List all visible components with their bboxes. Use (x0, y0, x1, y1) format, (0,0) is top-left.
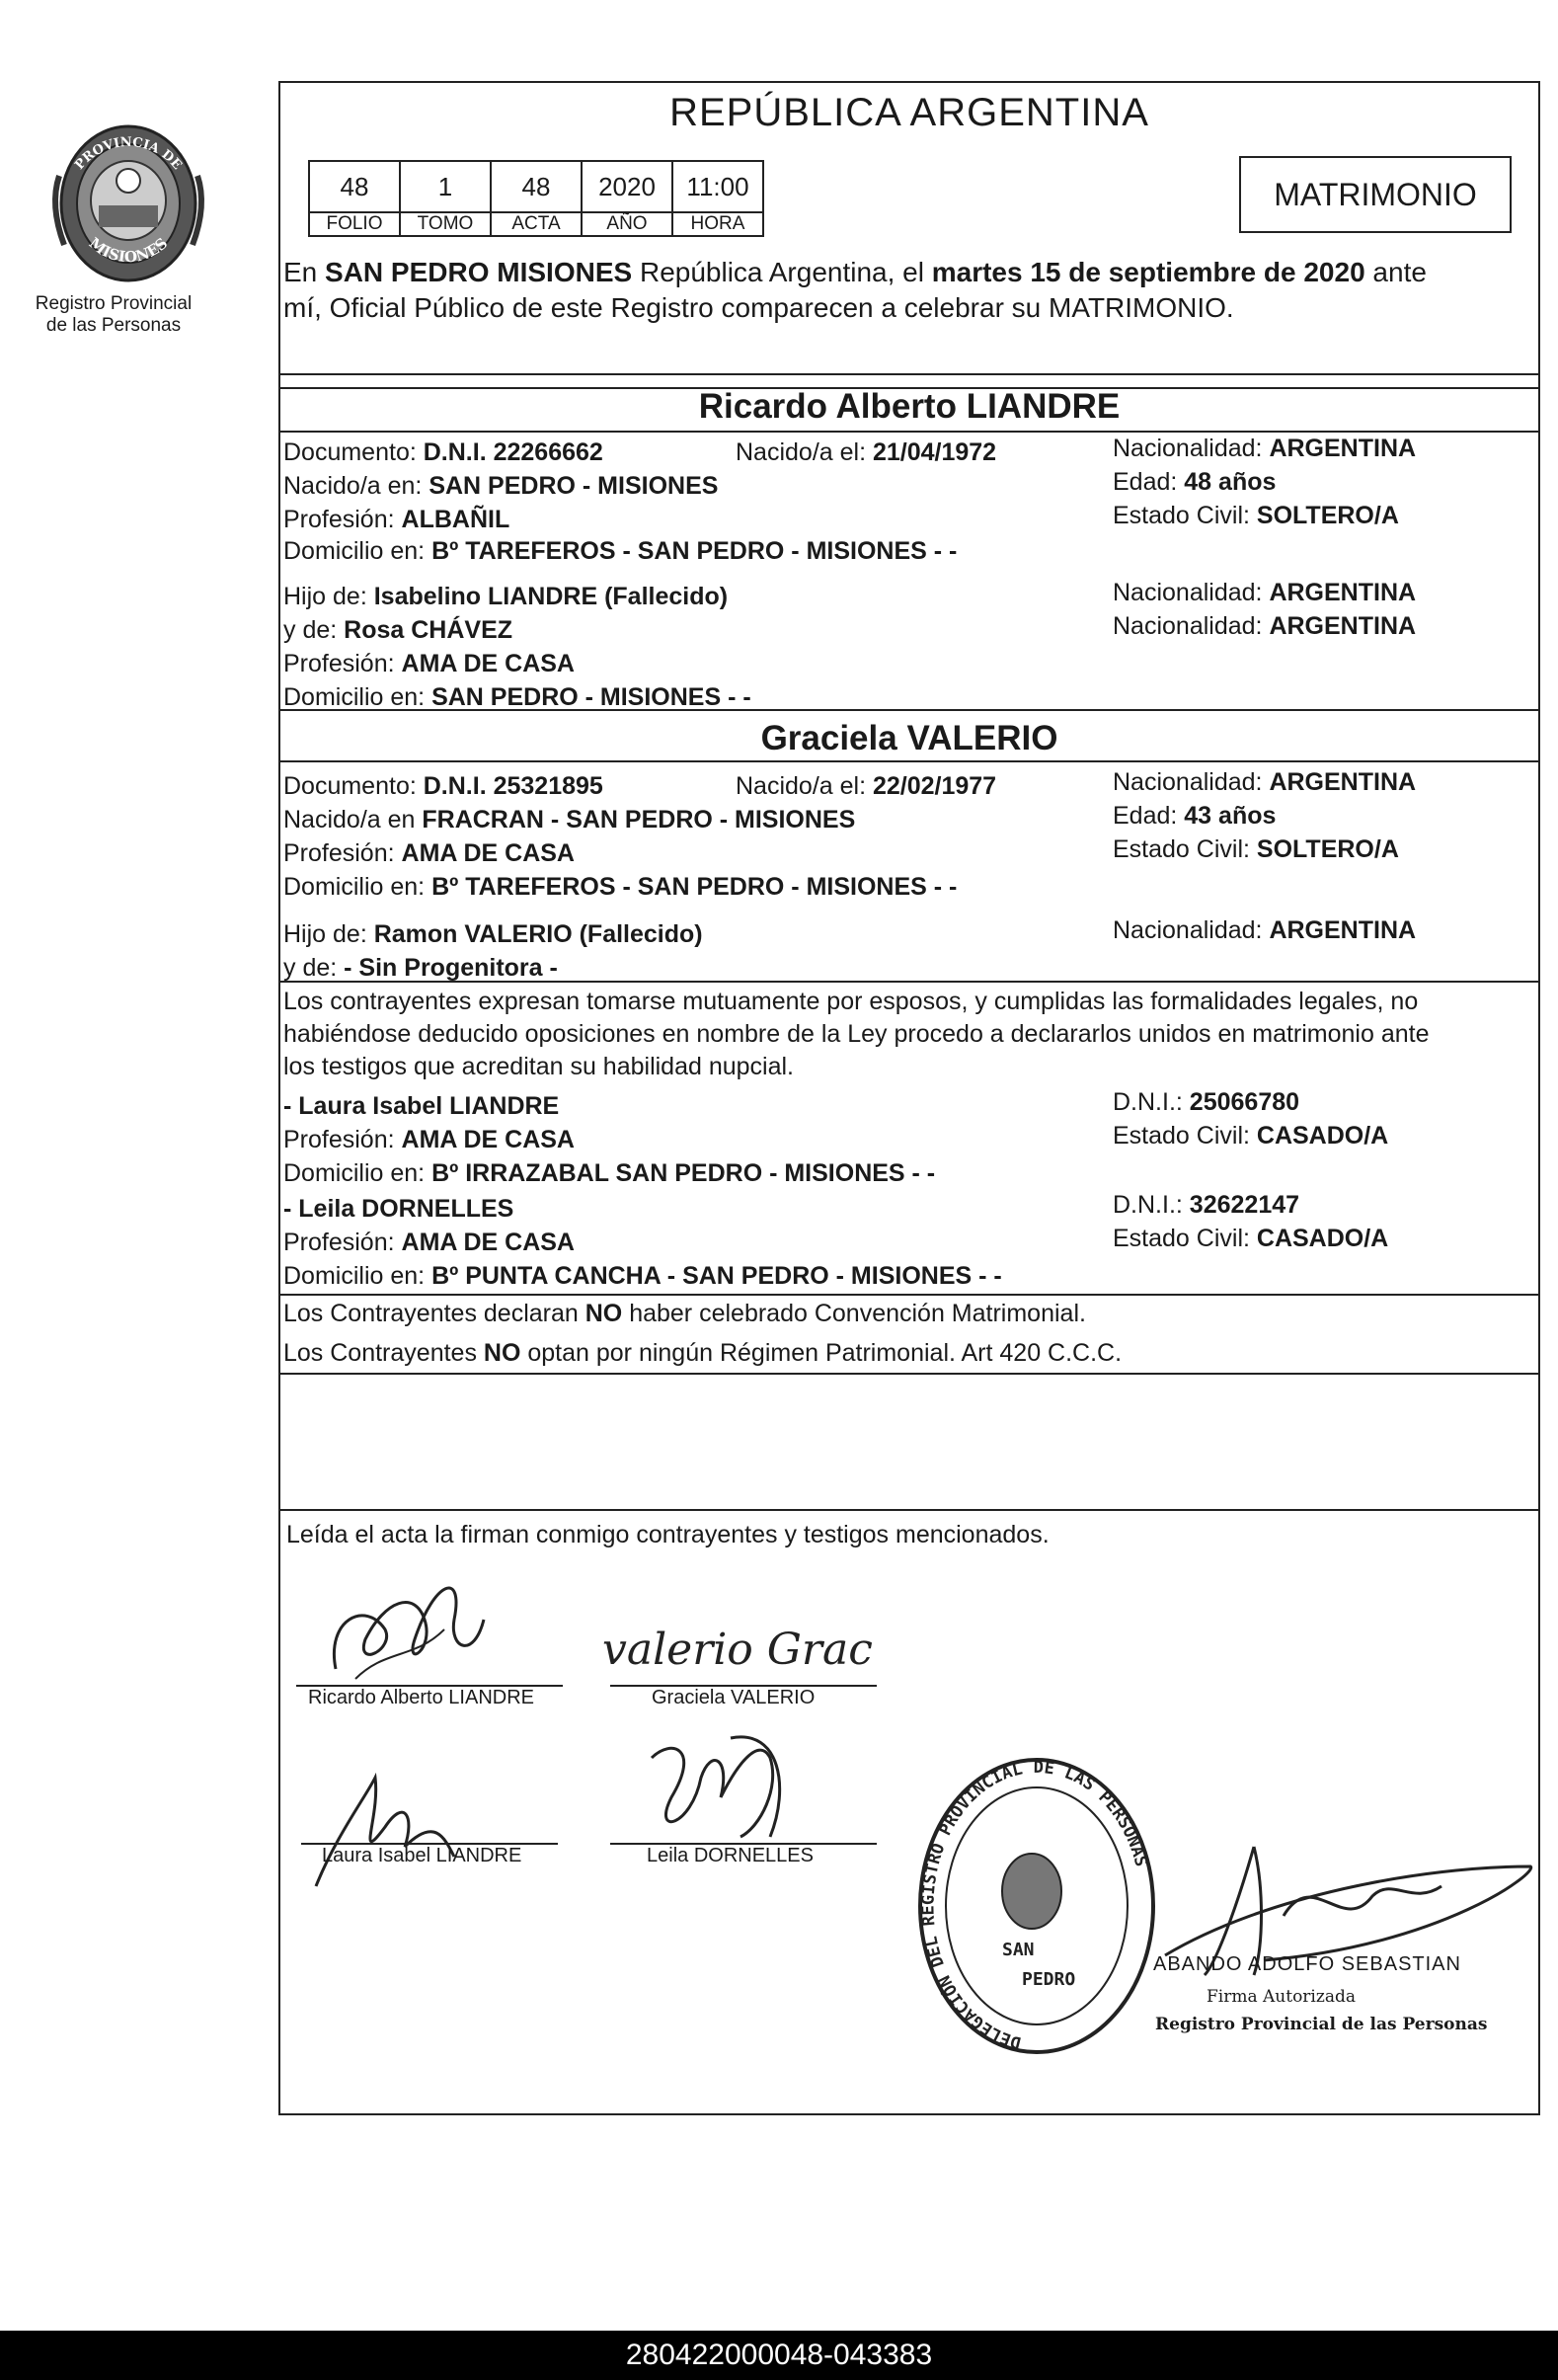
record-type: MATRIMONIO (1274, 176, 1477, 212)
witness-2-dni: D.N.I.: 32622147 (1113, 1191, 1300, 1219)
bride-nationality: Nacionalidad: ARGENTINA (1113, 768, 1417, 796)
groom-name: Ricardo Alberto LIANDRE (698, 387, 1121, 426)
intro-line-2: mí, Oficial Público de este Registro comparecen a celebrar su MATRIMONIO. (283, 292, 1234, 323)
groom-father: Hijo de: Isabelino LIANDRE (Fallecido) (283, 583, 729, 610)
witness-1-address: Domicilio en: Bº IRRAZABAL SAN PEDRO - MISIONES - - (283, 1159, 936, 1187)
tomo-label: TOMO (400, 212, 491, 236)
bride-signature: valerio Grac (602, 1625, 873, 1675)
intro-text: ante (1364, 257, 1427, 287)
tomo-value: 1 (400, 161, 491, 212)
declaration-paragraph (283, 986, 1535, 1083)
bride-address: Domicilio en: Bº TAREFEROS - SAN PEDRO - MISIONES - - (283, 873, 958, 901)
closing-text: Leída el acta la firman conmigo contrayentes y testigos mencionados. (286, 1521, 1050, 1548)
folio-label: FOLIO (309, 212, 400, 236)
officer-organization: Registro Provincial de las Personas (1155, 2015, 1488, 2034)
groom-father-nationality: Nacionalidad: ARGENTINA (1113, 579, 1417, 606)
witness-2-profession: Profesión: AMA DE CASA (283, 1229, 575, 1256)
registry-logo (39, 117, 212, 289)
svg-text:MISIONES (86, 234, 172, 266)
seal-center-2: PEDRO (1022, 1969, 1076, 1990)
witness-1-dni: D.N.I.: 25066780 (1113, 1088, 1300, 1116)
year-value: 2020 (582, 161, 672, 212)
bride-father: Hijo de: Ramon VALERIO (Fallecido) (283, 920, 703, 948)
intro-text: República Argentina, el (632, 257, 932, 287)
svg-text:PROVINCIA DE (72, 135, 185, 173)
bride-profession: Profesión: AMA DE CASA (283, 839, 575, 867)
acta-label: ACTA (491, 212, 582, 236)
bride-mother: y de: - Sin Progenitora - (283, 954, 558, 982)
intro-text: En (283, 257, 326, 287)
witness-1-profession: Profesión: AMA DE CASA (283, 1126, 575, 1153)
groom-civil-status: Estado Civil: SOLTERO/A (1113, 502, 1399, 529)
country-title: REPÚBLICA ARGENTINA (669, 91, 1149, 134)
witness-1-signature-label: Laura Isabel LIANDRE (322, 1845, 522, 1866)
convention-line-1: Los Contrayentes declaran NO haber celebrado Convención Matrimonial. (283, 1300, 1086, 1327)
groom-signature-label: Ricardo Alberto LIANDRE (308, 1687, 534, 1708)
bride-birth-place: Nacido/a en FRACRAN - SAN PEDRO - MISIONES (283, 806, 856, 833)
convention-line-2: Los Contrayentes NO optan por ningún Régimen Patrimonial. Art 420 C.C.C. (283, 1339, 1123, 1367)
bride-age: Edad: 43 años (1113, 802, 1277, 830)
groom-nationality: Nacionalidad: ARGENTINA (1113, 435, 1417, 462)
groom-parent-address: Domicilio en: SAN PEDRO - MISIONES - - (283, 683, 751, 711)
officer-name: ABANDO ADOLFO SEBASTIAN (1153, 1953, 1461, 1975)
year-label: AÑO (582, 212, 672, 236)
bride-signature-label: Graciela VALERIO (652, 1687, 816, 1708)
witness-2-civil-status: Estado Civil: CASADO/A (1113, 1225, 1389, 1252)
official-seal (913, 1753, 1160, 2059)
declaration-line: habiéndose deducido oposiciones en nombre de la Ley procedo a declararlos unidos en matrimonio ante (283, 1020, 1430, 1048)
groom-profession: Profesión: ALBAÑIL (283, 506, 510, 533)
seal-center-1: SAN (1002, 1940, 1035, 1960)
groom-birth-date: Nacido/a el: 21/04/1972 (736, 438, 997, 466)
declaration-line: los testigos que acreditan su habilidad nupcial. (283, 1053, 795, 1080)
bride-father-nationality: Nacionalidad: ARGENTINA (1113, 916, 1417, 944)
witness-2-signature-label: Leila DORNELLES (647, 1845, 814, 1866)
witness-2-address: Domicilio en: Bº PUNTA CANCHA - SAN PEDRO - MISIONES - - (283, 1262, 1002, 1290)
groom-address: Domicilio en: Bº TAREFEROS - SAN PEDRO - MISIONES - - (283, 537, 958, 565)
groom-signature (296, 1560, 553, 1689)
divider (278, 373, 1540, 375)
divider (278, 760, 1540, 762)
logo-caption (30, 293, 197, 337)
groom-birth-place: Nacido/a en: SAN PEDRO - MISIONES (283, 472, 719, 500)
witness-2-name: - Leila DORNELLES (283, 1195, 514, 1223)
hour-value: 11:00 (672, 161, 763, 212)
groom-parent-profession: Profesión: AMA DE CASA (283, 650, 575, 677)
groom-age: Edad: 48 años (1113, 468, 1277, 496)
intro-paragraph (283, 255, 1537, 326)
groom-mother-nationality: Nacionalidad: ARGENTINA (1113, 612, 1417, 640)
divider (278, 431, 1540, 433)
registry-table (308, 160, 764, 237)
acta-value: 48 (491, 161, 582, 212)
witness-1-name: - Laura Isabel LIANDRE (283, 1092, 560, 1120)
divider (278, 1294, 1540, 1296)
logo-ring-top: PROVINCIA DE (72, 134, 185, 173)
folio-value: 48 (309, 161, 400, 212)
groom-document: Documento: D.N.I. 22266662 (283, 438, 603, 466)
record-type-box (1239, 156, 1512, 233)
bride-document: Documento: D.N.I. 25321895 (283, 772, 603, 800)
divider (278, 1373, 1540, 1375)
seal-ring-text: DELEGACIÓN DEL REGISTRO PROVINCIAL DE LAS PERSONAS (918, 1757, 1151, 2053)
declaration-line: Los contrayentes expresan tomarse mutuamente por esposos, y cumplidas las formalidades legales, no (283, 988, 1419, 1015)
officer-role: Firma Autorizada (1207, 1987, 1356, 2007)
hour-label: HORA (672, 212, 763, 236)
divider (278, 1509, 1540, 1511)
document-code: 280422000048-043383 (0, 2331, 1558, 2380)
bride-birth-date: Nacido/a el: 22/02/1977 (736, 772, 997, 800)
logo-caption-line-2: de las Personas (45, 315, 182, 336)
witness-1-signature (296, 1758, 494, 1896)
witness-1-civil-status: Estado Civil: CASADO/A (1113, 1122, 1389, 1150)
logo-ring-bottom: MISIONES (85, 233, 172, 267)
bride-name: Graciela VALERIO (760, 719, 1058, 757)
bride-civil-status: Estado Civil: SOLTERO/A (1113, 835, 1399, 863)
logo-caption-line-1: Registro Provincial (35, 293, 193, 314)
intro-place: SAN PEDRO MISIONES (325, 257, 633, 287)
groom-mother: y de: Rosa CHÁVEZ (283, 616, 513, 644)
intro-date: martes 15 de septiembre de 2020 (931, 257, 1365, 287)
